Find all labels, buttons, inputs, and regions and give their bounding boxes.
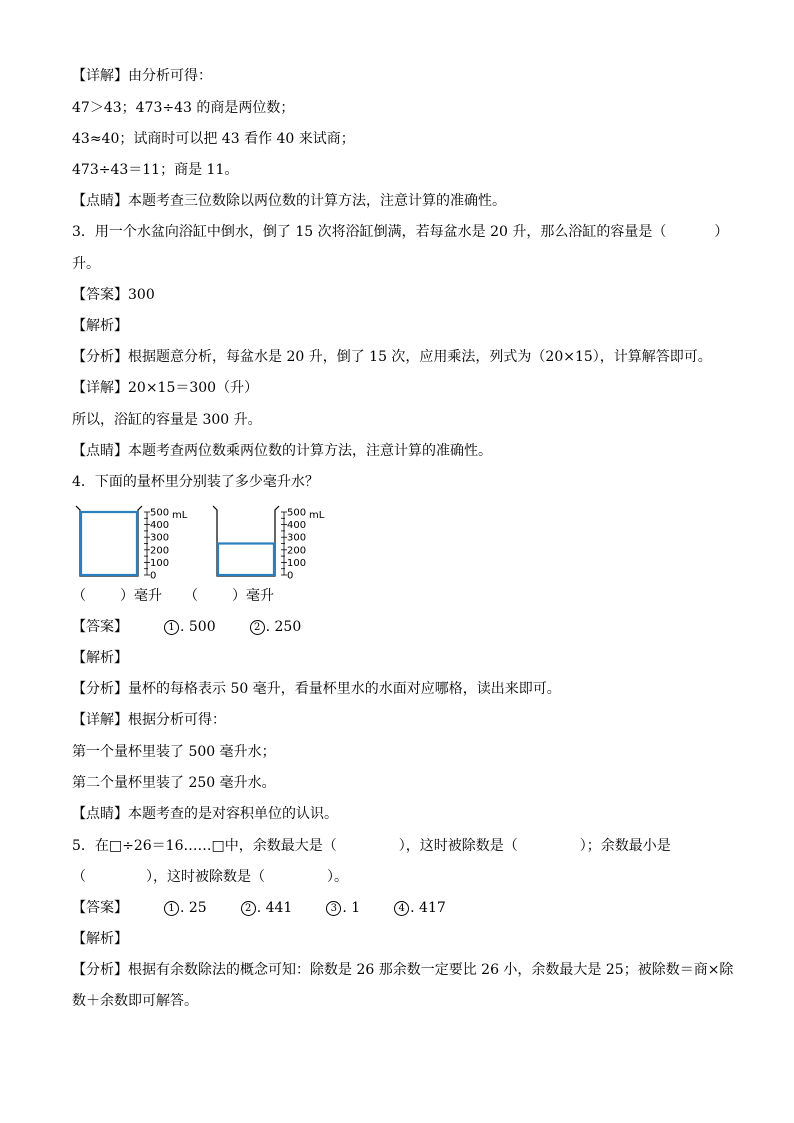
detail-text: 根据分析可得： xyxy=(128,712,226,728)
beaker-figure xyxy=(72,500,332,580)
analysis-line xyxy=(72,679,561,699)
water-level-250 xyxy=(218,544,274,576)
answer-line xyxy=(72,617,301,637)
answer-number: 1 xyxy=(164,901,179,916)
detail-line xyxy=(72,66,212,86)
question-5-text: ）。 xyxy=(327,869,348,885)
answer-number: 1 xyxy=(164,620,179,635)
question-4-blanks xyxy=(72,586,274,606)
analysis-heading xyxy=(72,316,128,336)
detail-tag: 【详解】 xyxy=(72,68,128,84)
question-3-text: 3．用一个水盆向浴缸中倒水，倒了 15 次将浴缸倒满，若每盆水是 20 升，那么浴缸的容量是（ xyxy=(72,224,667,240)
beaker-2 xyxy=(213,506,325,580)
detail-text: 由分析可得： xyxy=(128,68,212,84)
analysis-heading xyxy=(72,648,128,668)
detail-line xyxy=(72,710,226,730)
question-5-line-1 xyxy=(72,836,671,856)
answer-value: . 250 xyxy=(265,619,302,635)
comment-line xyxy=(72,191,506,211)
detail-tag: 【详解】 xyxy=(72,712,128,728)
question-3-line-1 xyxy=(72,222,728,242)
detail-step-3: 473÷43＝11；商是 11。 xyxy=(72,162,239,178)
scale-label: 500 xyxy=(150,507,170,519)
question-5-text: ），这时被除数是（ xyxy=(146,869,265,885)
comment-line xyxy=(72,441,492,461)
scale-label: 0 xyxy=(287,570,294,580)
comment-text: 本题考查三位数除以两位数的计算方法，注意计算的准确性。 xyxy=(128,193,506,209)
scale-label: 400 xyxy=(150,520,170,532)
comment-text: 本题考查两位数乘两位数的计算方法，注意计算的准确性。 xyxy=(128,443,492,459)
answer-value: . 417 xyxy=(410,900,446,916)
comment-text: 本题考查的是对容积单位的认识。 xyxy=(128,806,338,822)
analysis-text: 量杯的每格表示 50 毫升，看量杯里水的水面对应哪格，读出来即可。 xyxy=(128,681,561,697)
question-3-line-2: 升。 xyxy=(72,256,100,272)
scale-label: 300 xyxy=(150,532,170,544)
answer-value: . 441 xyxy=(256,900,293,916)
analysis-heading xyxy=(72,929,128,949)
scale-label: 100 xyxy=(287,557,307,569)
detail-step-1: 47＞43；473÷43 的商是两位数； xyxy=(72,100,295,116)
question-5-line-2 xyxy=(72,867,348,887)
analysis-line-2: 数＋余数即可解答。 xyxy=(72,993,198,1009)
question-3-close: ） xyxy=(714,224,729,240)
analysis-tag: 【解析】 xyxy=(72,931,128,947)
scale-label: 200 xyxy=(287,545,307,557)
scale-2 xyxy=(281,508,306,581)
detail-step-2: 第二个量杯里装了 250 毫升水。 xyxy=(72,775,276,791)
answer-value: 300 xyxy=(128,287,155,303)
answer-value: . 1 xyxy=(342,900,361,916)
detail-step-1: 第一个量杯里装了 500 毫升水； xyxy=(72,744,276,760)
answer-value: . 500 xyxy=(180,619,216,635)
detail-line xyxy=(72,378,258,398)
blank-close-unit: ）毫升 xyxy=(232,588,274,604)
scale-label: 100 xyxy=(150,557,170,569)
question-5-text: （ xyxy=(72,869,86,885)
unit-label: mL xyxy=(172,510,188,521)
analysis-sub-tag: 【分析】 xyxy=(72,349,128,365)
scale-label: 400 xyxy=(287,520,307,532)
water-level-500 xyxy=(81,512,137,575)
detail-tag: 【详解】 xyxy=(72,380,128,396)
answer-tag: 【答案】 xyxy=(72,287,128,303)
analysis-tag: 【解析】 xyxy=(72,650,128,666)
analysis-text: 根据有余数除法的概念可知：除数是 26 那余数一定要比 26 小，余数最大是 25；被除数＝商×除 xyxy=(128,962,734,978)
comment-tag: 【点睛】 xyxy=(72,806,128,822)
question-5-text: 5．在□÷26＝16……□中，余数最大是（ xyxy=(72,838,337,854)
blank-open: （ xyxy=(72,588,86,604)
answer-number: 4 xyxy=(394,901,409,916)
analysis-text: 根据题意分析，每盆水是 20 升，倒了 15 次，应用乘法，列式为（20×15），计算解答即可。 xyxy=(128,349,712,365)
detail-text: 20×15＝300（升） xyxy=(128,380,259,396)
answer-value: . 25 xyxy=(180,900,207,916)
answer-number: 3 xyxy=(326,901,341,916)
analysis-line xyxy=(72,960,733,980)
comment-tag: 【点睛】 xyxy=(72,193,128,209)
comment-line xyxy=(72,804,338,824)
question-4-line: 4．下面的量杯里分别装了多少毫升水？ xyxy=(72,474,319,490)
blank-close-unit: ）毫升 xyxy=(120,588,162,604)
scale-label: 0 xyxy=(150,570,157,580)
scale-label: 200 xyxy=(150,545,170,557)
unit-label: mL xyxy=(309,510,325,521)
scale-1 xyxy=(144,508,169,581)
comment-tag: 【点睛】 xyxy=(72,443,128,459)
question-5-text: ），这时被除数是（ xyxy=(398,838,518,854)
answer-tag: 【答案】 xyxy=(72,900,128,916)
answer-tag: 【答案】 xyxy=(72,619,128,635)
analysis-tag: 【解析】 xyxy=(72,318,128,334)
conclusion-line: 所以，浴缸的容量是 300 升。 xyxy=(72,412,262,428)
analysis-line xyxy=(72,347,712,367)
answer-number: 2 xyxy=(250,620,265,635)
analysis-sub-tag: 【分析】 xyxy=(72,962,128,978)
answer-number: 2 xyxy=(241,901,256,916)
blank-open: （ xyxy=(184,588,198,604)
analysis-sub-tag: 【分析】 xyxy=(72,681,128,697)
answer-line xyxy=(72,285,155,305)
question-5-text: ）；余数最小是 xyxy=(579,838,671,854)
scale-label: 500 xyxy=(287,507,307,519)
detail-step-2: 43≈40；试商时可以把 43 看作 40 来试商； xyxy=(72,131,355,147)
answer-line xyxy=(72,898,446,918)
beaker-1 xyxy=(76,506,188,580)
scale-label: 300 xyxy=(287,532,307,544)
